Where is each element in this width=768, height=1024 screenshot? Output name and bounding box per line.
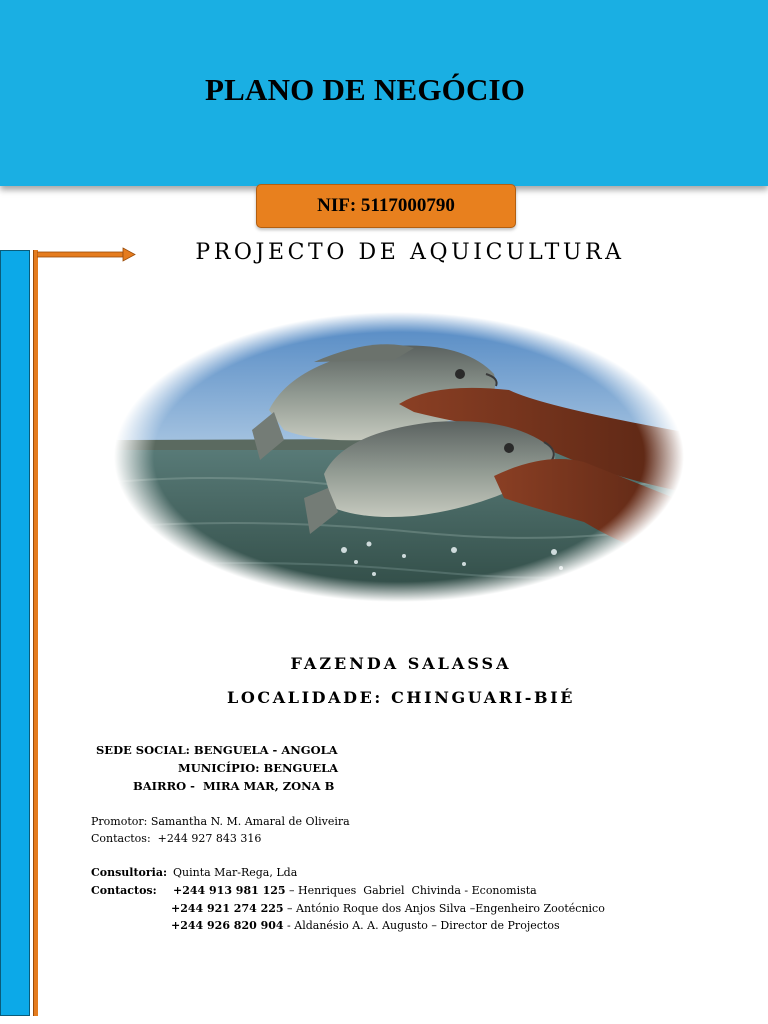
farm-name: FAZENDA SALASSA	[290, 654, 512, 673]
consultoria-label: Consultoria:	[91, 866, 168, 879]
sede-line-3: BAIRRO - MIRA MAR, ZONA B	[133, 779, 335, 793]
left-orange-line	[33, 250, 38, 1016]
consultoria-company: Quinta Mar-Rega, Lda	[173, 866, 298, 879]
promotor-name: Promotor: Samantha N. M. Amaral de Oliveira	[91, 815, 350, 828]
sede-line-2: MUNICÍPIO: BENGUELA	[178, 761, 339, 775]
consultoria-contacts-label: Contactos:	[91, 884, 157, 897]
project-title: PROJECTO DE AQUICULTURA	[195, 240, 625, 265]
consultant-contact-2: +244 921 274 225 – António Roque dos Anjos Silva –Engenheiro Zootécnico	[171, 902, 605, 915]
tilapia-fish-photo	[114, 312, 684, 602]
sede-line-1: SEDE SOCIAL: BENGUELA - ANGOLA	[96, 743, 338, 757]
nif-badge	[256, 184, 516, 228]
nif-text: NIF: 5117000790	[317, 195, 455, 216]
promotor-contact: Contactos: +244 927 843 316	[91, 832, 262, 845]
header-banner	[0, 0, 768, 186]
locality: LOCALIDADE: CHINGUARI-BIÉ	[226, 688, 576, 707]
left-decorative-bar	[0, 250, 30, 1016]
page-title: PLANO DE NEGÓCIO	[205, 72, 526, 107]
consultant-contact-3: +244 926 820 904 - Aldanésio A. A. Augusto – Director de Projectos	[171, 919, 560, 932]
consultant-contact-1: +244 913 981 125 – Henriques Gabriel Chivinda - Economista	[173, 884, 537, 897]
